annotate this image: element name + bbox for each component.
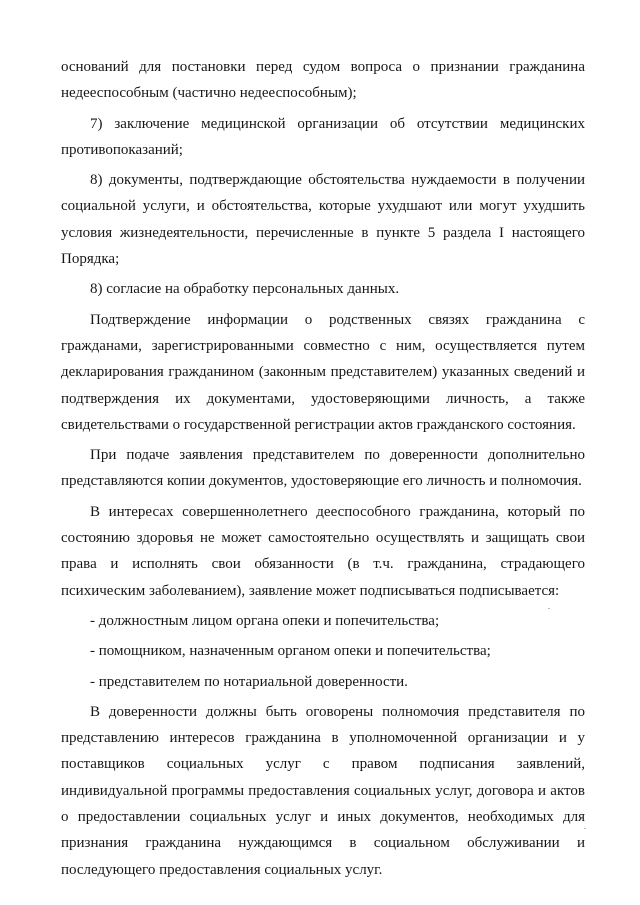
- list-item-notarial-representative: - представителем по нотариальной доверенности.: [90, 673, 408, 690]
- scan-speck: [584, 828, 586, 829]
- paragraph-item-8-need-documents: 8) документы, подтверждающие обстоятельства нуждаемости в получении социальной услуги, и обстоятельства, которые ухудшают или могут ухудшить условия жизнедеятельности, перечисленные в пункте 5 раздела I настоящего Порядка;: [61, 172, 585, 268]
- scan-speck: [548, 608, 550, 609]
- list-item-guardianship-official: - должностным лицом органа опеки и попечительства;: [90, 612, 440, 629]
- list-item-appointed-assistant: - помощником, назначенным органом опеки и попечительства;: [90, 643, 491, 660]
- paragraph-representative-documents: При подаче заявления представителем по доверенности дополнительно представляются копии документов, удостоверяющие его личность и полномочия.: [61, 447, 585, 490]
- paragraph-kinship-confirmation: Подтверждение информации о родственных связях гражданина с гражданами, зарегистрированными совместно с ним, осуществляется путем декларирования гражданином (законным представителем) указанных сведений и подтверждения их документами, удостоверяющими личность, а также свидетельствами о государственной регистрации актов гражданского состояния.: [61, 311, 585, 433]
- paragraph-item-8-data-consent: 8) согласие на обработку персональных данных.: [90, 281, 400, 298]
- paragraph-item-7-medical-conclusion: 7) заключение медицинской организации об отсутствии медицинских противопоказаний;: [61, 115, 585, 158]
- document-body: [61, 54, 585, 883]
- paragraph-grounds-continuation: оснований для постановки перед судом вопроса о признании гражданина недееспособным (частично недееспособным);: [61, 59, 585, 102]
- paragraph-power-of-attorney-scope: В доверенности должны быть оговорены полномочия представителя по представлению интересов гражданина в уполномоченной организации и у поставщиков социальных услуг с правом подписания заявлений, индивидуальной программы предоставления социальных услуг, договора и актов о предоставлении социальных услуг и иных документов, необходимых для признания гражданина нуждающимся в социальном обслуживании и последующего предоставления социальных услуг.: [61, 703, 585, 878]
- paragraph-signing-on-behalf: В интересах совершеннолетнего дееспособного гражданина, который по состоянию здоровья не может самостоятельно осуществлять и защищать свои права и исполнять свои обязанности (в т.ч. гражданина, страдающего психическим заболеванием), заявление может подписываться подписывается:: [61, 503, 585, 599]
